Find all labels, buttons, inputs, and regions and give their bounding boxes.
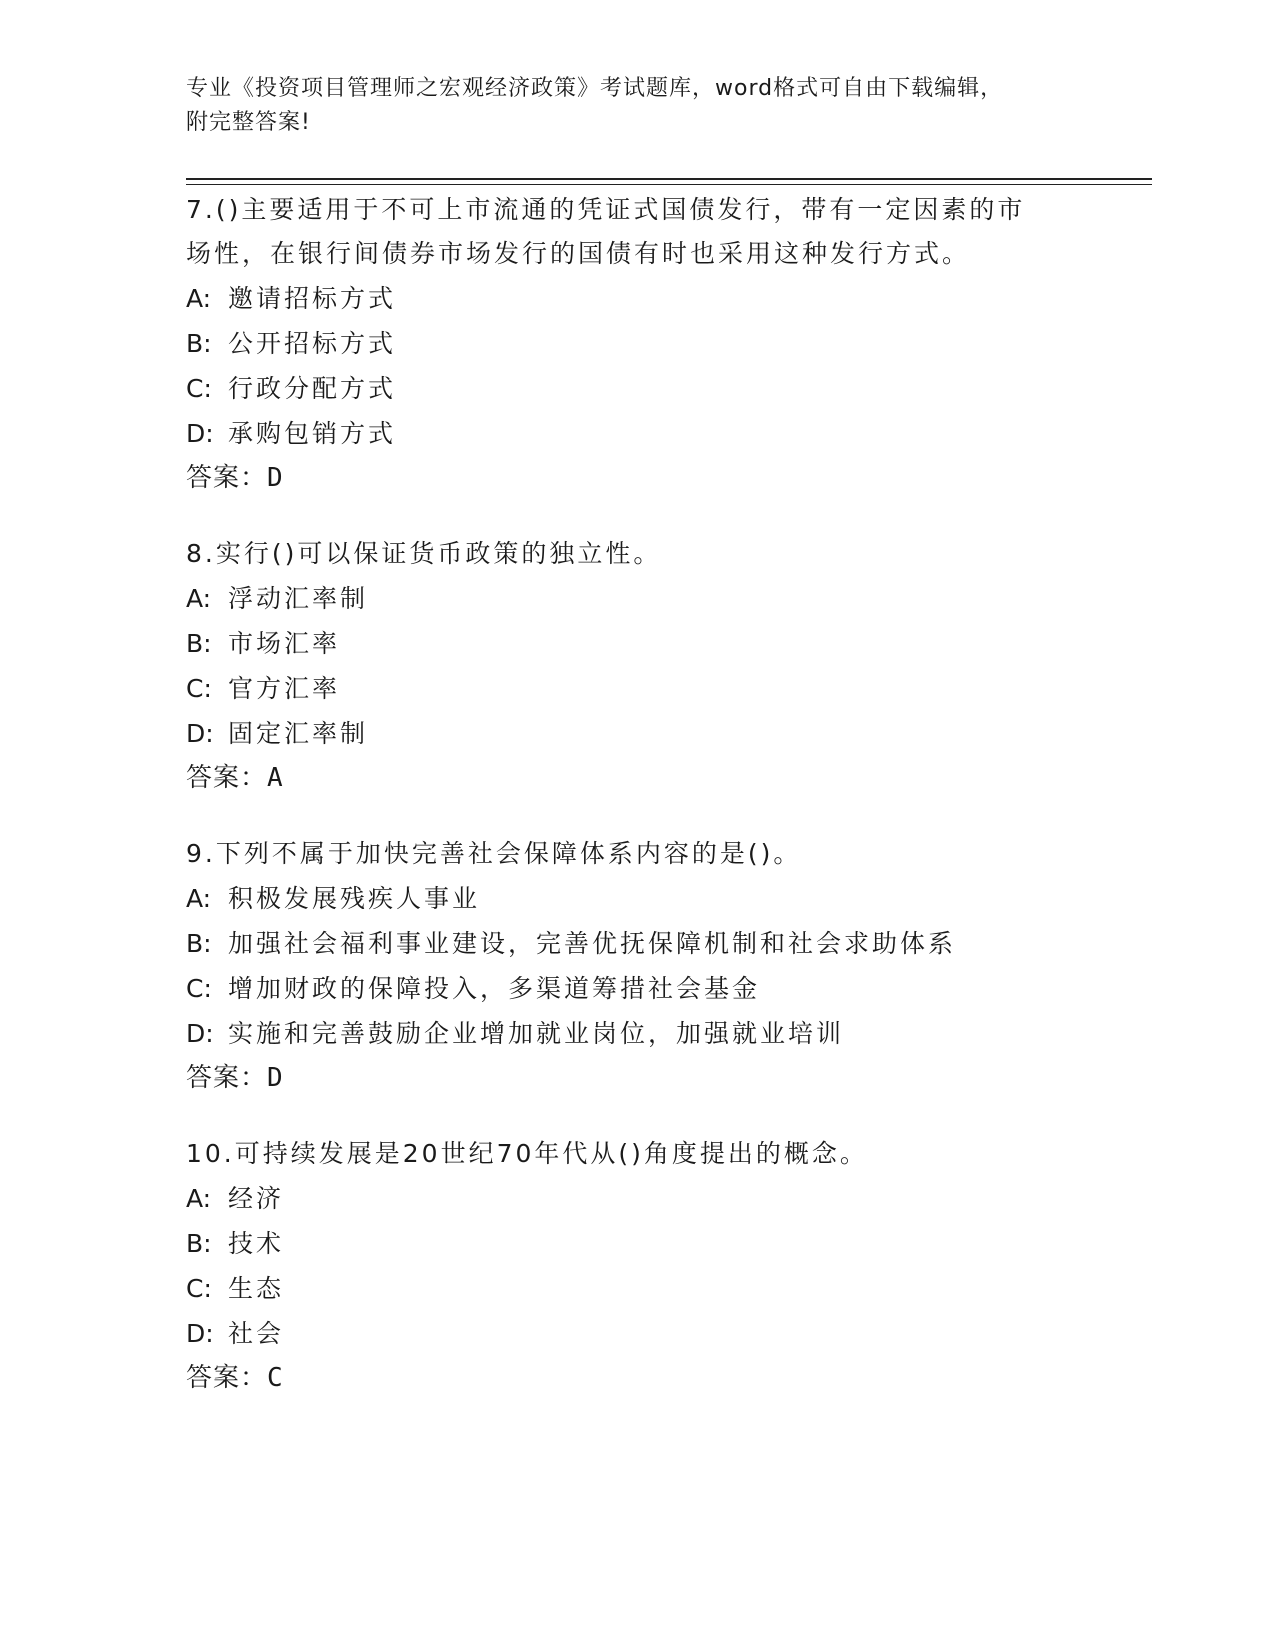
option-letter: C: (186, 674, 212, 703)
question-stem: 10.可持续发展是20世纪70年代从()角度提出的概念。 (186, 1139, 868, 1168)
option-d (186, 711, 1086, 756)
option-a (186, 276, 1086, 321)
option-c (186, 366, 1086, 411)
answer-value: D (267, 463, 284, 493)
answer-label: 答案： (186, 763, 268, 793)
option-b (186, 621, 1086, 666)
question-9 (186, 832, 1086, 1102)
option-letter: A: (186, 284, 212, 313)
option-text: 经济 (228, 1184, 285, 1213)
option-letter: D: (186, 1319, 214, 1348)
option-b (186, 1221, 1086, 1266)
option-text: 官方汇率 (228, 674, 341, 703)
option-letter: B: (186, 629, 212, 658)
header-line-1: 专业《投资项目管理师之宏观经济政策》考试题库，word格式可自由下载编辑， (186, 76, 1004, 101)
option-text: 生态 (228, 1274, 285, 1303)
option-text: 行政分配方式 (228, 374, 397, 403)
answer-value: D (267, 1063, 284, 1093)
question-stem-continued: 场性，在银行间债券市场发行的国债有时也采用这种发行方式。 (186, 239, 971, 268)
option-a (186, 1176, 1086, 1221)
question-7 (186, 188, 1086, 502)
header-divider-thick (186, 178, 1152, 180)
option-letter: C: (186, 974, 212, 1003)
header-line-2: 附完整答案! (186, 110, 311, 135)
option-letter: A: (186, 584, 212, 613)
option-text: 加强社会福利事业建设，完善优抚保障机制和社会求助体系 (228, 929, 957, 958)
option-letter: C: (186, 374, 212, 403)
option-c (186, 966, 1086, 1011)
answer-label: 答案： (186, 1363, 268, 1393)
question-stem: 8.实行()可以保证货币政策的独立性。 (186, 539, 662, 568)
option-letter: B: (186, 929, 212, 958)
option-text: 固定汇率制 (228, 719, 369, 748)
option-d (186, 411, 1086, 456)
option-text: 承购包销方式 (228, 419, 397, 448)
document-header (186, 72, 1086, 140)
option-text: 积极发展残疾人事业 (228, 884, 481, 913)
option-text: 实施和完善鼓励企业增加就业岗位，加强就业培训 (228, 1019, 845, 1048)
option-a (186, 576, 1086, 621)
answer-line (186, 1356, 1086, 1402)
option-letter: D: (186, 419, 214, 448)
option-text: 增加财政的保障投入，多渠道筹措社会基金 (228, 974, 761, 1003)
option-text: 市场汇率 (228, 629, 341, 658)
answer-line (186, 1056, 1086, 1102)
option-letter: D: (186, 1019, 214, 1048)
option-text: 技术 (228, 1229, 285, 1258)
option-letter: A: (186, 884, 212, 913)
question-list (186, 188, 1086, 1432)
option-c (186, 1266, 1086, 1311)
answer-value: C (267, 1363, 284, 1393)
option-b (186, 321, 1086, 366)
option-letter: D: (186, 719, 214, 748)
question-10 (186, 1132, 1086, 1402)
question-stem: 7.()主要适用于不可上市流通的凭证式国债发行，带有一定因素的市 (186, 195, 1026, 224)
question-stem: 9.下列不属于加快完善社会保障体系内容的是()。 (186, 839, 802, 868)
header-divider-thin (186, 184, 1152, 185)
answer-line (186, 756, 1086, 802)
option-a (186, 876, 1086, 921)
option-d (186, 1311, 1086, 1356)
option-text: 浮动汇率制 (228, 584, 369, 613)
option-b (186, 921, 1086, 966)
option-c (186, 666, 1086, 711)
option-text: 邀请招标方式 (228, 284, 397, 313)
option-letter: A: (186, 1184, 212, 1213)
option-letter: B: (186, 329, 212, 358)
question-8 (186, 532, 1086, 802)
answer-label: 答案： (186, 1063, 268, 1093)
option-letter: B: (186, 1229, 212, 1258)
option-letter: C: (186, 1274, 212, 1303)
answer-value: A (267, 763, 284, 793)
answer-label: 答案： (186, 463, 268, 493)
option-d (186, 1011, 1086, 1056)
answer-line (186, 456, 1086, 502)
option-text: 社会 (228, 1319, 285, 1348)
option-text: 公开招标方式 (228, 329, 397, 358)
